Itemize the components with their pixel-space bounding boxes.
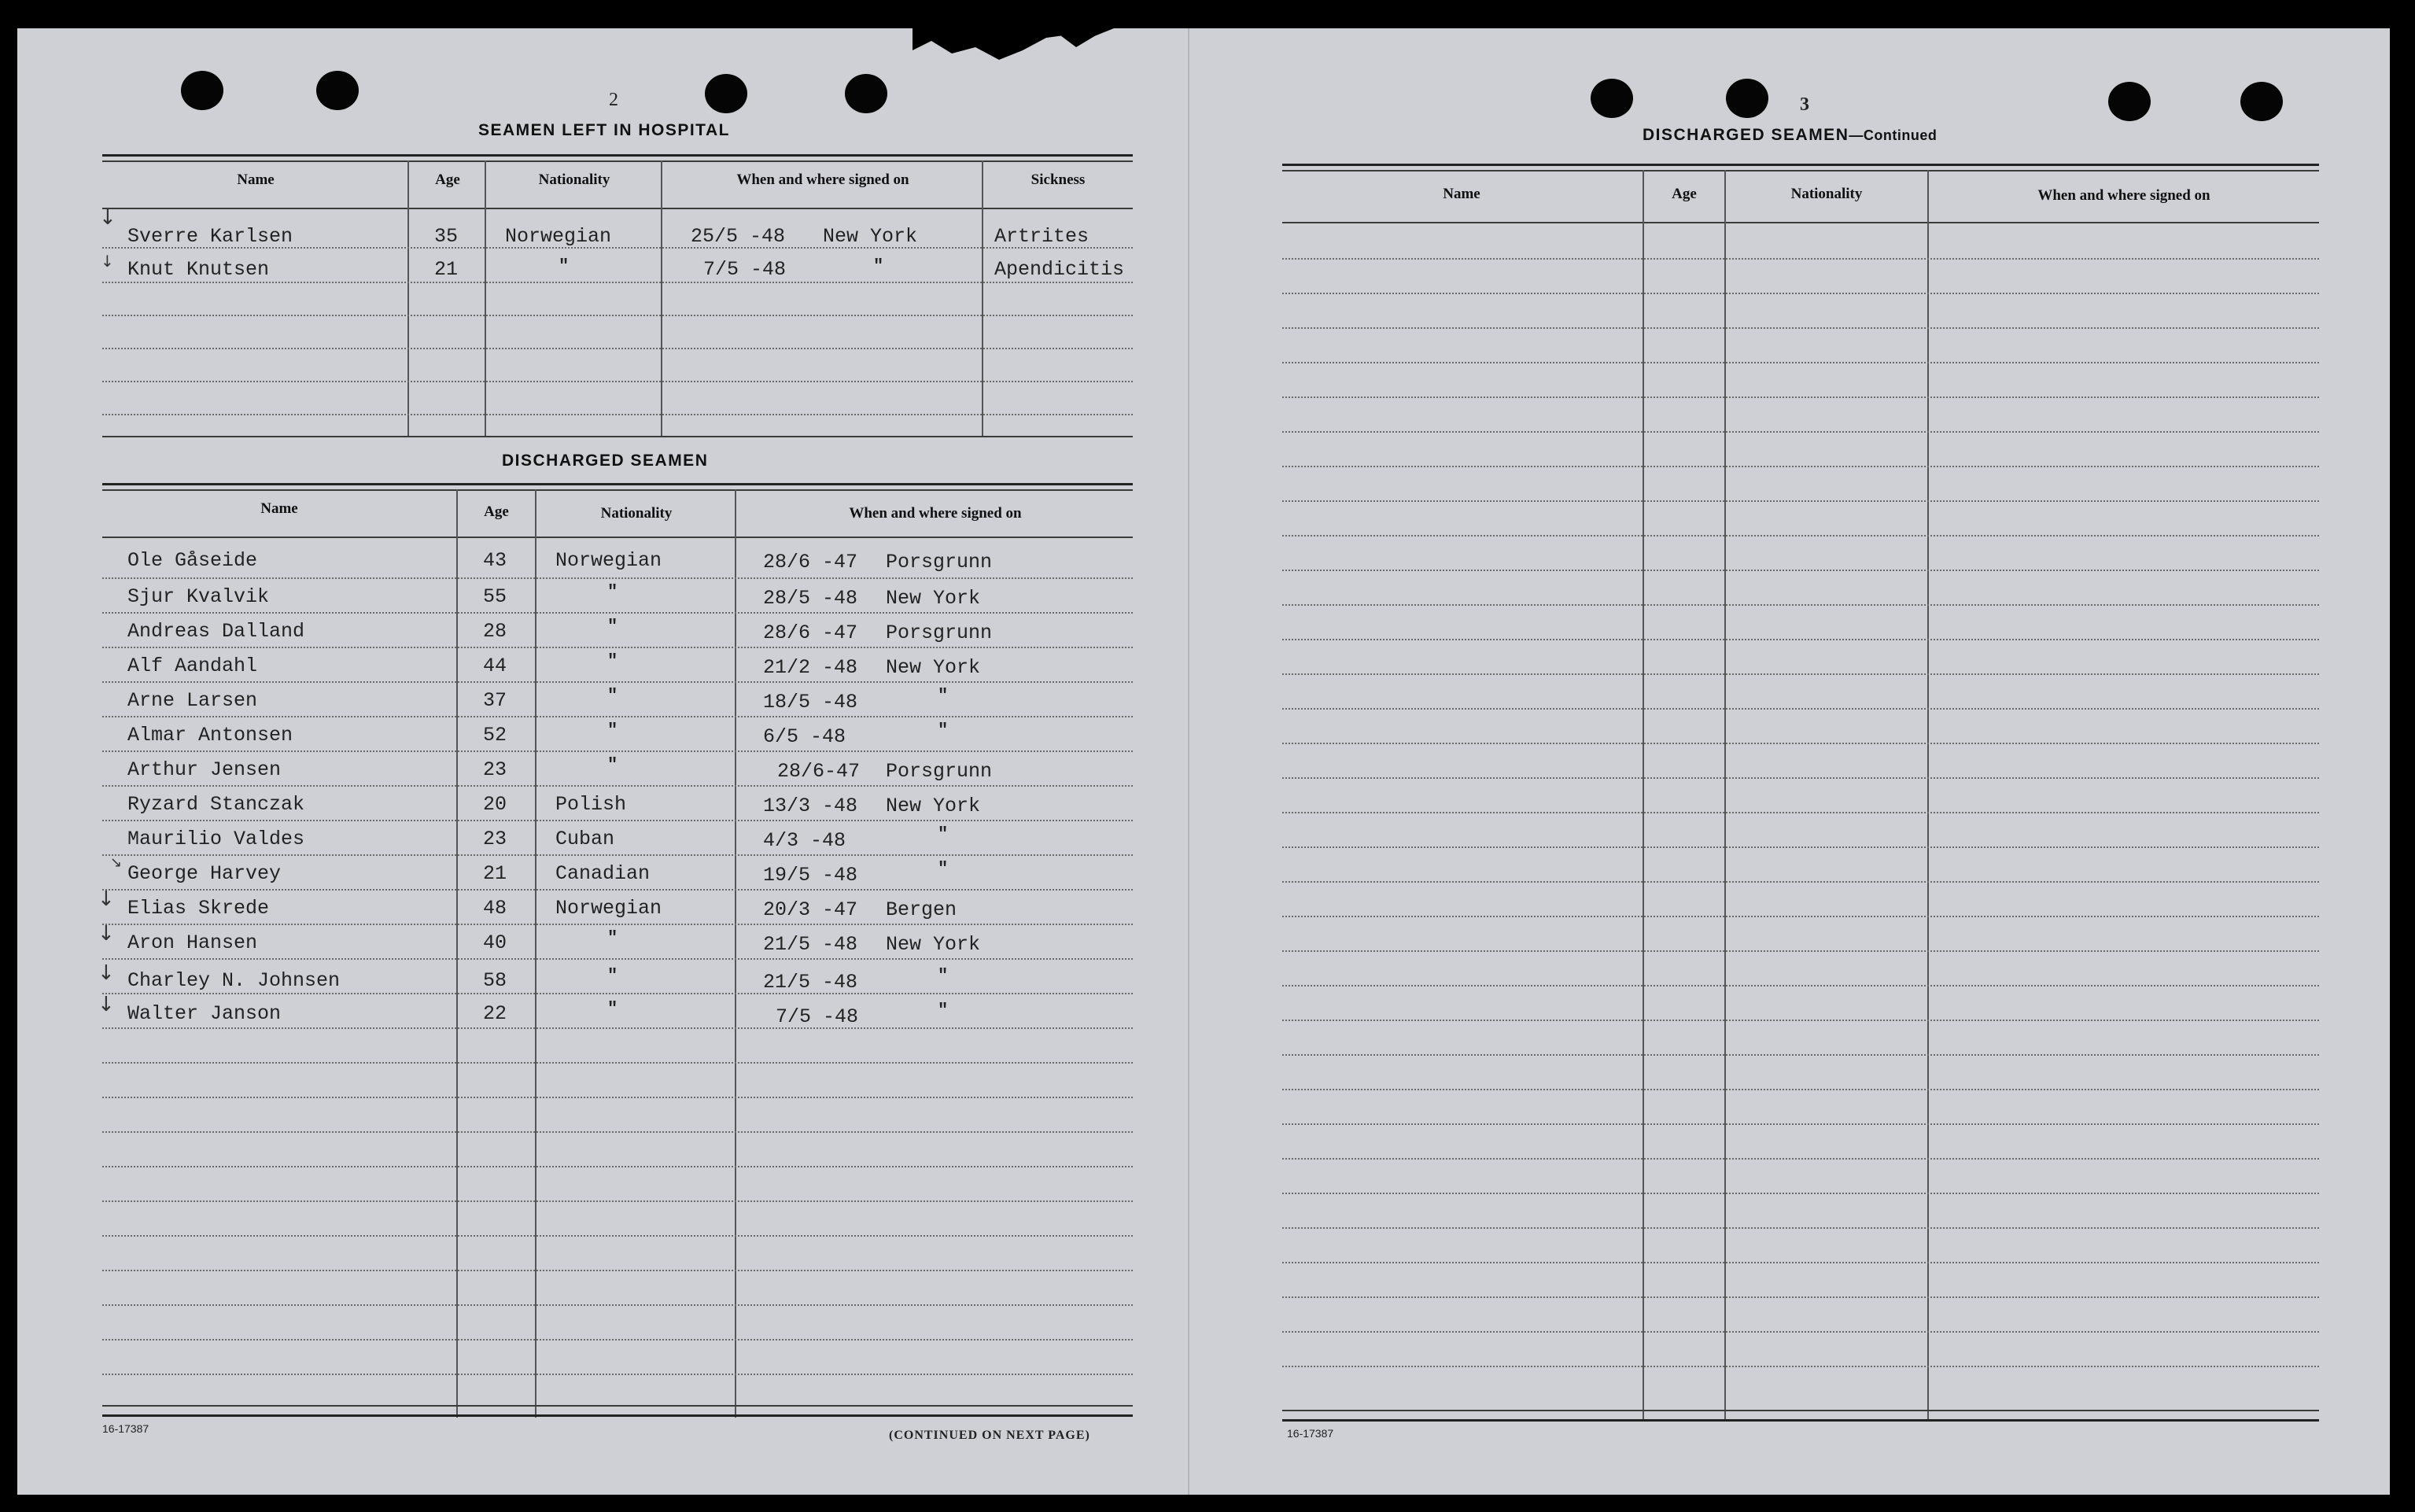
discharged-row-age: 28 <box>483 620 507 643</box>
discharged-row-date: 4/3 -48 <box>763 829 846 852</box>
discharged-row-name: Alf Aandahl <box>127 655 258 677</box>
row-rule <box>1282 812 2319 813</box>
check-mark-icon: ↘ <box>110 854 123 871</box>
discharged-row-name: George Harvey <box>127 862 282 885</box>
rule <box>102 208 1133 209</box>
discharged-row-place: " <box>938 859 949 879</box>
hospital-row-date: 25/5 -48 <box>691 225 786 248</box>
discharged-row-age: 20 <box>483 793 507 816</box>
discharged-row-age: 48 <box>483 897 507 920</box>
discharged-row-name: Almar Antonsen <box>127 724 293 747</box>
discharged-row-place: Porsgrunn <box>886 760 993 783</box>
column-divider <box>535 489 536 1418</box>
rule <box>102 160 1133 162</box>
hospital-section-title: SEAMEN LEFT IN HOSPITAL <box>478 121 730 139</box>
column-divider <box>1724 170 1726 1421</box>
discharged-row-date: 28/6 -47 <box>763 551 858 573</box>
hospital-row-name: Sverre Karlsen <box>127 225 293 248</box>
discharged-row-age: 43 <box>483 549 507 572</box>
hospital-row-date: 7/5 -48 <box>703 258 787 281</box>
check-mark-icon: ↓ <box>98 922 115 946</box>
rule <box>1282 1410 2319 1411</box>
row-rule <box>1282 881 2319 883</box>
row-rule <box>102 1235 1133 1237</box>
column-header-nationality: Nationality <box>1790 186 1863 202</box>
discharged-row-place: Bergen <box>886 898 957 921</box>
discharged-row-date: 18/5 -48 <box>763 691 858 714</box>
row-rule <box>1282 743 2319 744</box>
discharged-row-name: Sjur Kvalvik <box>127 585 270 608</box>
discharged-row-age: 37 <box>483 689 507 712</box>
hospital-row-sickness: Apendicitis <box>994 258 1125 281</box>
rule <box>1282 1419 2319 1422</box>
punch-hole <box>181 71 223 110</box>
row-rule <box>102 414 1133 415</box>
check-mark-icon: ↓ <box>98 887 115 911</box>
row-rule <box>102 924 1133 925</box>
hospital-row-sickness: Artrites <box>994 225 1090 248</box>
punch-hole <box>2108 82 2151 121</box>
discharged-row-place: " <box>938 721 949 740</box>
discharged-row-nationality: Norwegian <box>555 897 662 920</box>
discharged-row-name: Charley N. Johnsen <box>127 969 341 992</box>
row-rule <box>1282 1227 2319 1229</box>
discharged-row-name: Arthur Jensen <box>127 758 282 781</box>
discharged-row-nationality: " <box>607 617 618 636</box>
column-header-sickness: Sickness <box>1031 171 1086 188</box>
discharged-row-date: 13/3 -48 <box>763 795 858 817</box>
row-rule <box>102 348 1133 349</box>
discharged-row-nationality: " <box>607 928 618 948</box>
row-rule <box>1282 950 2319 952</box>
form-code: 16-17387 <box>1287 1427 1334 1440</box>
discharged-row-name: Ryzard Stanczak <box>127 793 305 816</box>
column-divider <box>1643 170 1644 1421</box>
discharged-row-nationality: Norwegian <box>555 549 662 572</box>
column-header-signed-on: When and where signed on <box>849 505 1022 522</box>
discharged-row-date: 28/5 -48 <box>763 587 858 610</box>
row-rule <box>1282 1262 2319 1263</box>
row-rule <box>1282 570 2319 571</box>
form-code: 16-17387 <box>102 1422 149 1435</box>
discharged-row-nationality: " <box>607 966 618 986</box>
row-rule <box>1282 604 2319 606</box>
row-rule <box>102 647 1133 648</box>
discharged-row-name: Elias Skrede <box>127 897 270 920</box>
discharged-continued-title <box>1643 126 1937 145</box>
row-rule <box>1282 708 2319 710</box>
row-rule <box>102 1304 1133 1306</box>
row-rule <box>102 1027 1133 1029</box>
row-rule <box>102 716 1133 717</box>
row-rule <box>1282 431 2319 433</box>
row-rule <box>102 854 1133 856</box>
row-rule <box>1282 1020 2319 1021</box>
row-rule <box>102 1270 1133 1271</box>
row-rule <box>102 785 1133 787</box>
discharged-row-age: 55 <box>483 585 507 608</box>
row-rule <box>1282 327 2319 329</box>
check-mark-icon: ↓ <box>101 252 114 271</box>
discharged-row-name: Arne Larsen <box>127 689 258 712</box>
row-rule <box>1282 1054 2319 1056</box>
discharged-row-date: 21/5 -48 <box>763 933 858 956</box>
discharged-row-date: 21/5 -48 <box>763 971 858 994</box>
continued-note: (CONTINUED ON NEXT PAGE) <box>889 1429 1090 1442</box>
discharged-row-nationality: Canadian <box>555 862 651 885</box>
rule <box>1282 170 2319 171</box>
column-divider <box>407 160 409 436</box>
column-header-nationality: Nationality <box>600 505 673 522</box>
page-number: 2 <box>609 90 618 110</box>
discharged-row-name: Ole Gåseide <box>127 549 258 572</box>
discharged-row-date: 28/6-47 <box>777 760 861 783</box>
row-rule <box>1282 846 2319 848</box>
discharged-row-place: " <box>938 1001 949 1020</box>
rule <box>102 483 1133 485</box>
rule <box>1282 164 2319 166</box>
row-rule <box>102 315 1133 316</box>
row-rule <box>1282 1089 2319 1090</box>
column-divider <box>485 160 486 436</box>
column-header-age: Age <box>435 171 460 188</box>
punch-hole <box>845 74 887 113</box>
hospital-row-nationality: Norwegian <box>505 225 612 248</box>
row-rule <box>1282 396 2319 398</box>
column-header-age: Age <box>1672 186 1697 202</box>
rule <box>102 154 1133 157</box>
page-number: 3 <box>1800 94 1809 115</box>
hospital-row-name: Knut Knutsen <box>127 258 270 281</box>
discharged-row-place: " <box>938 966 949 986</box>
discharged-row-date: 21/2 -48 <box>763 656 858 679</box>
punch-hole <box>705 74 747 113</box>
discharged-row-place: " <box>938 824 949 844</box>
row-rule <box>1282 1123 2319 1125</box>
row-rule <box>102 958 1133 960</box>
discharged-row-place: New York <box>886 587 981 610</box>
discharged-row-age: 23 <box>483 758 507 781</box>
check-mark-icon: ↓ <box>98 993 115 1016</box>
rule <box>1282 222 2319 223</box>
row-rule <box>102 889 1133 891</box>
hospital-row-age: 35 <box>434 225 459 248</box>
column-header-nationality: Nationality <box>538 171 610 188</box>
column-header-signed-on: When and where signed on <box>736 171 909 188</box>
hospital-row-place: " <box>873 256 884 276</box>
discharged-row-place: New York <box>886 795 981 817</box>
row-rule <box>102 1097 1133 1098</box>
rule <box>102 1414 1133 1417</box>
row-rule <box>1282 916 2319 917</box>
discharged-row-name: Aron Hansen <box>127 931 258 954</box>
row-rule <box>1282 362 2319 363</box>
row-rule <box>1282 1193 2319 1194</box>
row-rule <box>1282 500 2319 502</box>
row-rule <box>102 750 1133 752</box>
discharged-row-nationality: " <box>607 582 618 602</box>
row-rule <box>1282 985 2319 986</box>
discharged-row-nationality: " <box>607 721 618 740</box>
discharged-row-name: Andreas Dalland <box>127 620 305 643</box>
row-rule <box>102 381 1133 382</box>
discharged-row-date: 28/6 -47 <box>763 621 858 644</box>
discharged-row-age: 44 <box>483 655 507 677</box>
page-fold <box>1188 28 1189 1495</box>
discharged-row-place: New York <box>886 933 981 956</box>
row-rule <box>102 993 1133 994</box>
check-mark-icon: ↓ <box>98 961 115 985</box>
row-rule <box>1282 293 2319 294</box>
discharged-continued-title-main: DISCHARGED SEAMEN <box>1643 126 1849 144</box>
column-header-name: Name <box>1443 186 1480 202</box>
column-divider <box>1927 170 1929 1421</box>
column-header-name: Name <box>260 500 298 517</box>
column-header-age: Age <box>484 503 509 520</box>
row-rule <box>1282 258 2319 260</box>
discharged-continued-title-suffix: —Continued <box>1849 127 1938 143</box>
row-rule <box>102 1339 1133 1341</box>
discharged-row-name: Maurilio Valdes <box>127 828 305 850</box>
discharged-row-age: 40 <box>483 931 507 954</box>
column-divider <box>456 489 458 1418</box>
discharged-row-date: 19/5 -48 <box>763 864 858 887</box>
row-rule <box>1282 777 2319 779</box>
row-rule <box>102 820 1133 821</box>
punch-hole <box>1726 79 1768 118</box>
row-rule <box>1282 639 2319 640</box>
discharged-row-date: 6/5 -48 <box>763 725 846 748</box>
row-rule <box>102 1166 1133 1167</box>
discharged-row-name: Walter Janson <box>127 1002 282 1025</box>
row-rule <box>1282 466 2319 467</box>
discharged-row-nationality: " <box>607 755 618 775</box>
hospital-row-nationality: " <box>559 256 570 276</box>
discharged-row-age: 52 <box>483 724 507 747</box>
discharged-row-nationality: Polish <box>555 793 627 816</box>
discharged-row-place: " <box>938 686 949 706</box>
column-divider <box>661 160 662 436</box>
row-rule <box>102 282 1133 283</box>
column-header-signed-on: When and where signed on <box>2037 187 2210 204</box>
hospital-row-place: New York <box>823 225 918 248</box>
row-rule <box>1282 535 2319 537</box>
rule <box>102 489 1133 491</box>
discharged-row-nationality: " <box>607 651 618 671</box>
discharged-row-date: 7/5 -48 <box>776 1005 859 1028</box>
column-header-name: Name <box>237 171 275 188</box>
punch-hole <box>1591 79 1633 118</box>
discharged-row-nationality: " <box>607 999 618 1019</box>
row-rule <box>102 1131 1133 1133</box>
row-rule <box>1282 1158 2319 1160</box>
rule <box>102 1405 1133 1407</box>
punch-hole <box>2240 82 2283 121</box>
column-divider <box>982 160 983 436</box>
rule <box>102 537 1133 538</box>
column-divider <box>735 489 736 1418</box>
discharged-row-nationality: " <box>607 686 618 706</box>
row-rule <box>1282 673 2319 675</box>
row-rule <box>102 1200 1133 1202</box>
discharged-row-age: 22 <box>483 1002 507 1025</box>
discharged-row-place: New York <box>886 656 981 679</box>
hospital-row-age: 21 <box>434 258 459 281</box>
discharged-section-title: DISCHARGED SEAMEN <box>502 452 709 470</box>
row-rule <box>1282 1296 2319 1298</box>
row-rule <box>1282 1366 2319 1367</box>
row-rule <box>102 1374 1133 1375</box>
discharged-row-nationality: Cuban <box>555 828 615 850</box>
row-rule <box>102 681 1133 683</box>
row-rule <box>102 577 1133 579</box>
discharged-row-age: 58 <box>483 969 507 992</box>
discharged-row-place: Porsgrunn <box>886 551 993 573</box>
rule <box>102 436 1133 437</box>
discharged-row-place: Porsgrunn <box>886 621 993 644</box>
row-rule <box>102 612 1133 614</box>
discharged-row-age: 23 <box>483 828 507 850</box>
discharged-row-date: 20/3 -47 <box>763 898 858 921</box>
check-mark-icon: ↓ <box>99 206 116 230</box>
row-rule <box>102 1062 1133 1064</box>
row-rule <box>1282 1331 2319 1333</box>
discharged-row-age: 21 <box>483 862 507 885</box>
punch-hole <box>316 71 359 110</box>
